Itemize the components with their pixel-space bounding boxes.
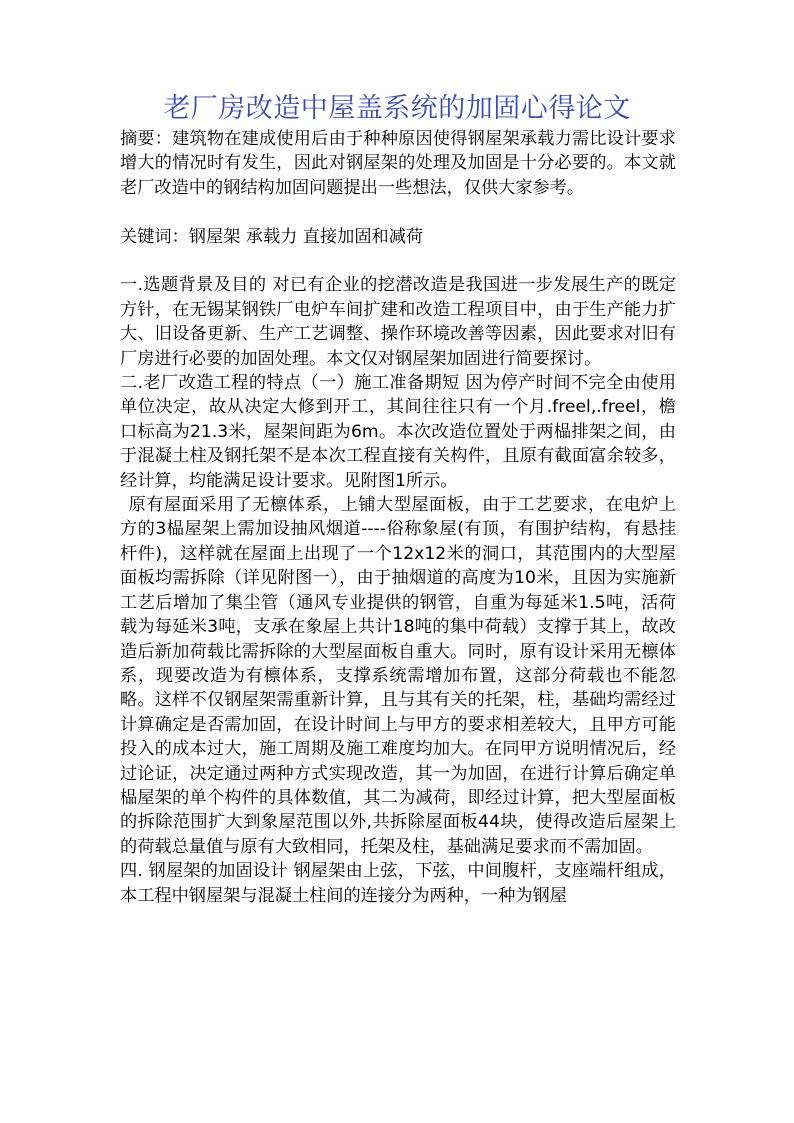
section-2-continued-paragraph: 原有屋面采用了无檩体系，上铺大型屋面板，由于工艺要求，在电炉上方的3榀屋架上需加设抽风烟道----俗称象屋(有顶，有围护结构，有悬挂杆件)，这样就在屋面上出现了一个12x12米的洞口，其范围内的大型屋面板均需拆除（详见附图一），由于抽烟道的高度为10米，且因为实施新工艺后增加了集尘管（通风专业提供的钢管，自重为每延米1.5吨，活荷载为每延米3吨，支承在象屋上共计18吨的集中荷载）支撑于其上，故改造后新加荷载比需拆除的大型屋面板自重大。同时，原有设计采用无檩体系，现要改造为有檩体系，支撑系统需增加布置，这部分荷载也不能忽略。这样不仅钢屋架需重新计算，且与其有关的托架，柱，基础均需经过计算确定是否需加固，在设计时间上与甲方的要求相差较大，且甲方可能投入的成本过大，施工周期及施工难度均加大。在同甲方说明情况后，经过论证，决定通过两种方式实现改造，其一为加固，在进行计算后确定单榀屋架的单个构件的具体数值，其二为减荷，即经过计算，把大型屋面板的拆除范围扩大到象屋范围以外,共拆除屋面板44块，使得改造后屋架上的荷载总量值与原有大致相同，托架及柱，基础满足要求而不需加固。	[120, 495, 676, 857]
spacer	[120, 249, 676, 273]
spacer	[120, 200, 676, 224]
section-1-paragraph: 一.选题背景及目的 对已有企业的挖潜改造是我国进一步发展生产的既定方针，在无锡某钢铁厂电炉车间扩建和改造工程项目中，由于生产能力扩大、旧设备更新、生产工艺调整、操作环境改善等因素，因此要求对旧有厂房进行必要的加固处理。本文仅对钢屋架加固进行简要探讨。	[120, 275, 676, 369]
section-2-paragraph: 二.老厂改造工程的特点（一）施工准备期短 因为停产时间不完全由使用单位决定，故从决定大修到开工，其间往往只有一个月.freel,.freel，檐口标高为21.3米，屋架间距为6m。本次改造位置处于两榀排架之间，由于混凝土柱及钢托架不是本次工程直接有关构件，且原有截面富余较多，经计算，均能满足设计要求。见附图1所示。	[120, 373, 676, 491]
document-body	[120, 127, 676, 908]
document-title: 老厂房改造中屋盖系统的加固心得论文	[163, 93, 631, 124]
section-4-paragraph: 四. 钢屋架的加固设计 钢屋架由上弦，下弦，中间腹杆，支座端杆组成，本工程中钢屋架与混凝土柱间的连接分为两种，一种为钢屋	[120, 861, 676, 906]
keywords-paragraph: 关键词：钢屋架 承载力 直接加固和减荷	[120, 226, 424, 247]
abstract-paragraph: 摘要：建筑物在建成使用后由于种种原因使得钢屋架承载力需比设计要求增大的情况时有发生，因此对钢屋架的处理及加固是十分必要的。本文就老厂改造中的钢结构加固问题提出一些想法，仅供大家参考。	[120, 129, 676, 198]
